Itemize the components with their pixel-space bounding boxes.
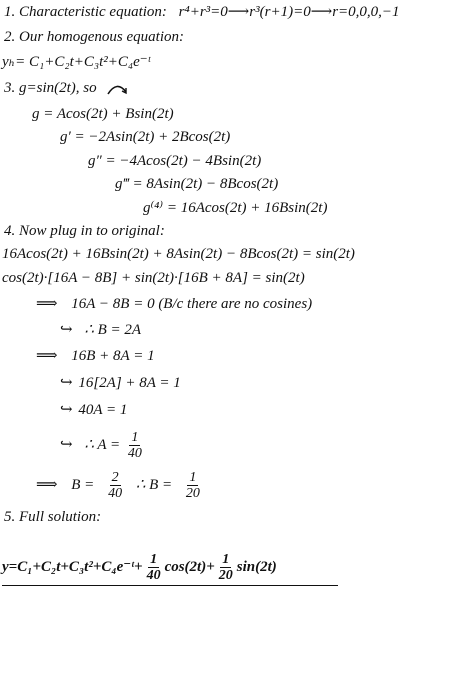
b-equals-2a: ∴ B = 2A — [84, 322, 142, 338]
forty-a-equation: 40A = 1 — [78, 402, 128, 418]
b-reduced-denominator: 20 — [185, 486, 200, 502]
g-third-derivative: g‴ = 8Asin(2t) − 8Bcos(2t) — [115, 176, 279, 192]
b-reduced-numerator: 1 — [189, 470, 197, 486]
step3-line — [4, 79, 128, 97]
a-value-line — [60, 428, 146, 462]
substitution-equation: 16[2A] + 8A = 1 — [78, 375, 181, 391]
full-solution-homogeneous: y=C₁+C₂t+C₃t²+C₄e⁻ᵗ+ — [2, 559, 143, 575]
hook-arrow-icon: ↪ — [60, 437, 73, 453]
a-denominator: 40 — [127, 446, 142, 462]
fraction-2-numerator: 1 — [222, 552, 230, 568]
characteristic-equation: r⁴+r³=0⟶r³(r+1)=0⟶r=0,0,0,−1 — [178, 4, 400, 20]
implies-arrow-icon: ⟹ — [36, 296, 58, 312]
b-numerator: 2 — [111, 470, 119, 486]
g-first-derivative: g′ = −2Asin(2t) + 2Bcos(2t) — [60, 129, 231, 145]
a-numerator: 1 — [131, 430, 139, 446]
b-denominator: 40 — [108, 486, 123, 502]
substituted-equation: 16Acos(2t) + 16Bsin(2t) + 8Asin(2t) − 8Bcos(2t) = sin(2t) — [2, 246, 355, 262]
g-second-derivative: g″ = −4Acos(2t) − 4Bsin(2t) — [88, 153, 262, 169]
step4-label: 4. Now plug in to original: — [4, 223, 165, 239]
step2-label: 2. Our homogenous equation: — [4, 29, 184, 45]
b-value-line — [36, 468, 204, 502]
step1-line — [4, 3, 400, 21]
implies-arrow-icon: ⟹ — [36, 477, 58, 493]
grouped-equation: cos(2t)·[16A − 8B] + sin(2t)·[16B + 8A] = sin(2t) — [2, 270, 305, 286]
forty-a-line — [60, 401, 127, 419]
sine-coefficient-equation: 16B + 8A = 1 — [71, 348, 155, 364]
substitution-line — [60, 374, 181, 392]
full-solution-sin-term: sin(2t) — [236, 559, 277, 575]
b-fraction-unreduced — [106, 470, 124, 501]
g-definition: g = Acos(2t) + Bsin(2t) — [32, 106, 174, 122]
implies-arrow-icon: ⟹ — [36, 348, 58, 364]
b-therefore-label: ∴ B = — [135, 477, 173, 493]
solution-underline — [2, 585, 338, 586]
full-solution-cos-term: cos(2t)+ — [164, 559, 215, 575]
step5-label: 5. Full solution: — [4, 509, 102, 525]
a-fraction — [126, 430, 144, 461]
cosine-coefficient-line — [36, 295, 312, 313]
cosine-coefficient-equation: 16A − 8B = 0 (B/c there are no cosines) — [71, 296, 313, 312]
b-fraction-reduced — [184, 470, 202, 501]
b-equals-2a-line — [60, 321, 141, 339]
g-fourth-derivative: g⁽⁴⁾ = 16Acos(2t) + 16Bsin(2t) — [143, 200, 328, 216]
fraction-1-denominator: 40 — [146, 568, 161, 584]
fraction-1-numerator: 1 — [150, 552, 158, 568]
sine-coefficient-line — [36, 347, 155, 365]
step3-label: 3. g=sin(2t), so — [4, 80, 97, 96]
curved-arrow-icon — [106, 82, 128, 96]
fraction-2-denominator: 20 — [218, 568, 233, 584]
step1-label: 1. Characteristic equation: — [4, 4, 167, 20]
b-equals-label: B = — [71, 477, 95, 493]
full-solution-fraction-1 — [145, 552, 163, 583]
a-equals-label: ∴ A = — [84, 437, 121, 453]
hook-arrow-icon: ↪ — [60, 322, 73, 338]
hook-arrow-icon: ↪ — [60, 402, 73, 418]
full-solution-fraction-2 — [217, 552, 235, 583]
full-solution — [2, 550, 277, 584]
hook-arrow-icon: ↪ — [60, 375, 73, 391]
homogeneous-solution: yₕ= C₁+C₂t+C₃t²+C₄e⁻ᵗ — [2, 54, 151, 70]
